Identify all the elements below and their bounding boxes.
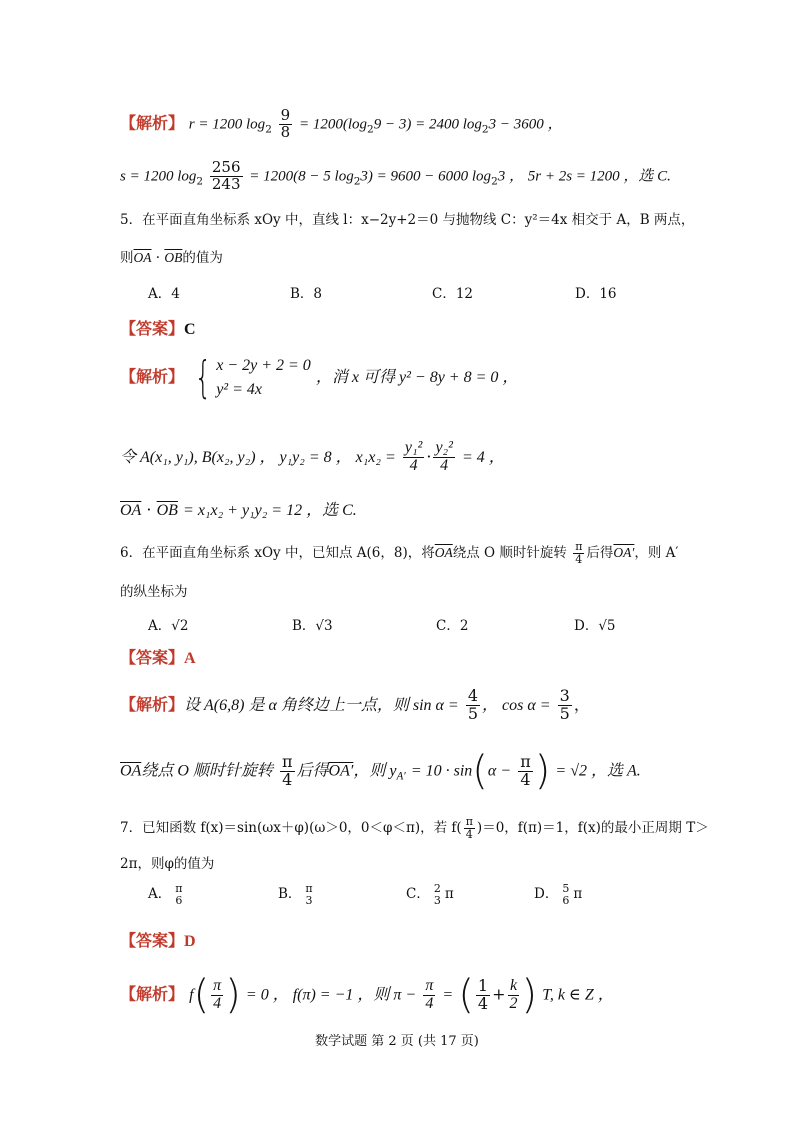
q5-option-b: B．8 bbox=[290, 286, 323, 302]
q5-stem-1: 5．在平面直角坐标系 xOy 中，直线 l：x−2y+2＝0 与抛物线 C：y²＝4x 相交于 A，B 两点， bbox=[120, 212, 695, 228]
q6-option-a: A．√2 bbox=[148, 618, 189, 634]
q5-answer: 【答案】C bbox=[120, 321, 196, 338]
q5-option-a: A．4 bbox=[148, 286, 180, 302]
solution-line-2: s = 1200 $\log_2$ $\frac{256}{243}$ = 1200(8 − 5 $\log_23) = 9600 - 6000$ $\log_23$ ， 5r + 2s = 1200 ，选 C. bbox=[120, 158, 671, 193]
q5-solution-1: 【解析】 { x − 2y + 2 = 0 y² = 4x ，消 x 可得 y² − 8y + 8 = 0 ， bbox=[120, 352, 519, 403]
fraction: $\frac{9}{8}$ bbox=[280, 106, 291, 141]
q7-solution-1: 【解析】 f( $\frac{\pi}{4}$ ) = 0 ， f(π) = −1 ，则 π − $\frac{\pi}{4}$ = ( $\frac{1}{4}$ + $\frac{k}{2}$ ) T, k ∈ Z ， bbox=[120, 972, 614, 1018]
q5-option-c: C．12 bbox=[432, 286, 474, 302]
q7-option-a: A． π 6 bbox=[148, 881, 183, 907]
q5-solution-3: $\overline{OA} \cdot \overline{OB} = x_1x_2 + y_1y_2 = 12$ ，选 C. bbox=[120, 500, 357, 519]
q7-answer: 【答案】D bbox=[120, 933, 196, 950]
q6-stem-1: 6．在平面直角坐标系 xOy 中，已知点 A(6，8)，将$\overline{OA}$绕点 O 顺时针旋转 $\frac{\pi}{4}$ 后得OA′，则 A′ bbox=[120, 540, 679, 566]
q7-option-b: B． π 3 bbox=[278, 881, 313, 907]
q6-solution-1: 【解析】设 A(6,8) 是 α 角终边上一点，则 sin α = $\frac{4}{5}$ ， cos α = $\frac{3}{5}$ ， bbox=[120, 686, 590, 723]
q6-option-b: B．√3 bbox=[292, 618, 333, 634]
fraction: $\frac{256}{243}$ bbox=[211, 158, 241, 193]
q7-option-d: D． 5 6 π bbox=[534, 881, 583, 907]
q7-stem-2: 2π，则φ的值为 bbox=[120, 856, 215, 872]
q7-stem-1: 7．已知函数 f(x)＝sin(ωx＋φ)(ω＞0，0＜φ＜π)，若 f( $\frac{\pi}{4}$ )＝0，f(π)＝1，f(x)的最小正周期 T＞ bbox=[120, 815, 709, 841]
q6-stem-2: 的纵坐标为 bbox=[120, 584, 188, 600]
q5-option-d: D．16 bbox=[575, 286, 617, 302]
q6-option-d: D．√5 bbox=[574, 618, 616, 634]
page-footer: 数学试题 第 2 页 (共 17 页) bbox=[315, 1034, 479, 1049]
solution-line-1: 【解析】 r = 1200 $\log_2$ $\frac{9}{8}$ = $1200(\log_29 - 3) = 2400$ $\log_23 - 3600$ ， bbox=[120, 106, 563, 141]
equation-system: x − 2y + 2 = 0 y² = 4x bbox=[216, 356, 311, 398]
q6-option-c: C．2 bbox=[436, 618, 469, 634]
q6-solution-2: $\overline{OA}$绕点 O 顺时针旋转 $\frac{\pi}{4}$ 后得OA′，则 $y_{A'} = 10 \cdot \sin(\alpha$ − $\frac{\pi}{4}$ ) = √2 ，选 A. bbox=[120, 748, 641, 794]
q6-answer: 【答案】A bbox=[120, 650, 196, 667]
solution-tag: 【解析】 bbox=[120, 115, 185, 133]
q5-stem-2: 则$\overline{OA} \cdot \overline{OB}$的值为 bbox=[120, 250, 223, 266]
q7-option-c: C． 2 3 π bbox=[406, 881, 454, 907]
q5-solution-2: 令 A(x₁, y₁), B(x₂, y₂) ， y₁y₂ = 8 ， x₁x₂ = $\frac{\text{y₁²}}{4}$ · $\frac{\text{y₂²}}{4}$ = 4 ， bbox=[120, 439, 505, 474]
